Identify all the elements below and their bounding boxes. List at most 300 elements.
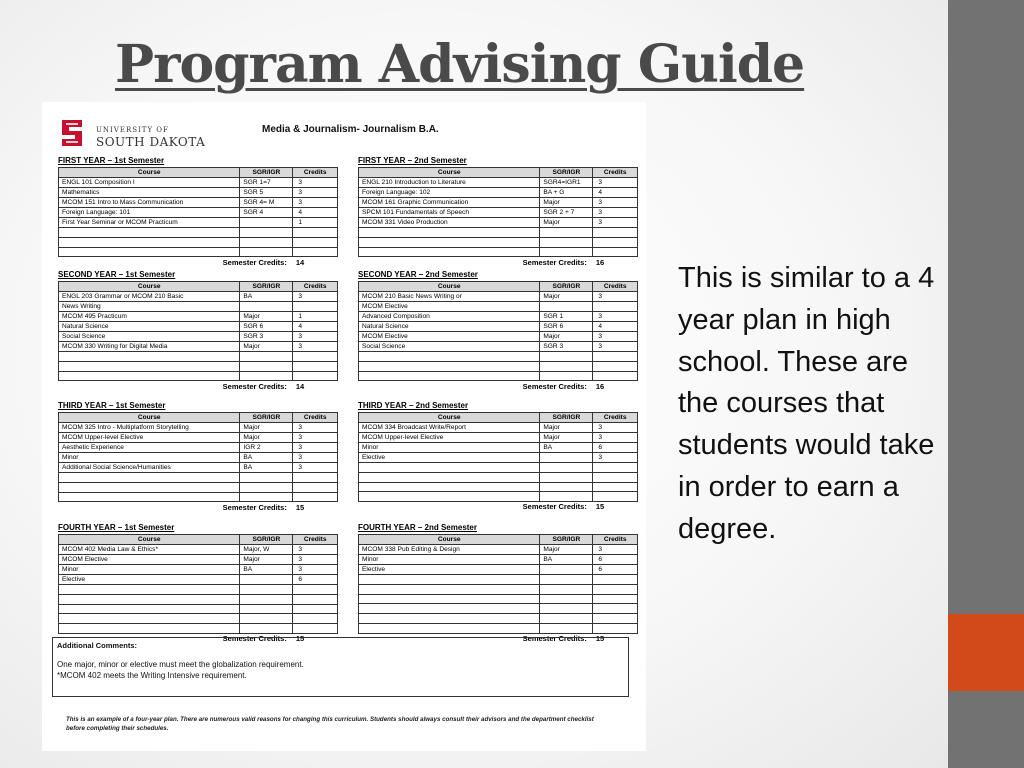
semester-credits-label: Semester Credits: xyxy=(522,257,587,267)
credits-cell xyxy=(593,371,638,381)
column-header: Credits xyxy=(293,282,338,292)
column-header: SGR/IGR xyxy=(240,282,293,292)
table-row xyxy=(59,292,338,302)
semester-block xyxy=(358,523,638,643)
semester-credits-label: Semester Credits: xyxy=(222,257,287,267)
table-header-row xyxy=(359,282,638,292)
table-row xyxy=(59,322,338,332)
credits-cell: 3 xyxy=(593,433,638,443)
requirement-cell: Major xyxy=(240,342,293,352)
table-row xyxy=(59,555,338,565)
credits-cell: 4 xyxy=(593,188,638,198)
requirement-cell: Major xyxy=(540,423,593,433)
course-cell xyxy=(359,482,540,492)
requirement-cell xyxy=(540,594,593,604)
column-header: Credits xyxy=(593,282,638,292)
table-row xyxy=(359,584,638,594)
course-cell: MCOM Elective xyxy=(59,555,240,565)
credits-cell xyxy=(293,624,338,634)
course-cell xyxy=(359,352,540,362)
credits-cell xyxy=(593,472,638,482)
credits-cell: 3 xyxy=(293,292,338,302)
course-cell xyxy=(359,575,540,585)
table-row xyxy=(359,463,638,473)
credits-cell xyxy=(593,584,638,594)
course-cell xyxy=(359,623,540,633)
course-cell: Elective xyxy=(359,453,540,463)
table-row xyxy=(59,371,338,381)
logo-text-line2: SOUTH DAKOTA xyxy=(96,135,206,149)
table-header-row xyxy=(59,168,338,178)
semester-table xyxy=(58,167,338,267)
course-cell xyxy=(59,361,240,371)
table-row xyxy=(359,218,638,228)
semester-credits-total: 15 xyxy=(595,633,605,643)
table-row xyxy=(359,178,638,188)
credits-cell xyxy=(293,228,338,238)
course-cell xyxy=(59,237,240,247)
requirement-cell xyxy=(540,575,593,585)
table-row xyxy=(359,302,638,312)
requirement-cell xyxy=(540,482,593,492)
course-cell: Elective xyxy=(59,575,240,585)
requirement-cell xyxy=(240,575,293,585)
requirement-cell: Major xyxy=(540,433,593,443)
semester-heading: THIRD YEAR – 1st Semester xyxy=(58,401,166,410)
table-header-row xyxy=(359,535,638,545)
course-cell: Minor xyxy=(59,453,240,463)
column-header: Credits xyxy=(593,413,638,423)
course-cell: MCOM Upper-level Elective xyxy=(359,433,540,443)
table-row xyxy=(59,565,338,575)
table-row xyxy=(359,188,638,198)
course-cell: MCOM Elective xyxy=(359,332,540,342)
column-header: Credits xyxy=(293,413,338,423)
requirement-cell xyxy=(540,565,593,575)
table-row xyxy=(359,555,638,565)
course-cell xyxy=(359,604,540,614)
semester-heading: THIRD YEAR – 2nd Semester xyxy=(358,401,469,410)
semester-table xyxy=(358,412,638,511)
course-cell: News Writing xyxy=(59,302,240,312)
credits-cell: 6 xyxy=(593,443,638,453)
table-row xyxy=(59,352,338,362)
requirement-cell xyxy=(540,623,593,633)
table-row xyxy=(59,178,338,188)
requirement-cell: SGR 4= M xyxy=(240,198,293,208)
course-cell: Minor xyxy=(359,443,540,453)
table-row xyxy=(59,332,338,342)
requirement-cell: Major xyxy=(540,218,593,228)
credits-cell: 3 xyxy=(293,332,338,342)
credits-cell: 3 xyxy=(593,312,638,322)
semester-credits-total: 14 xyxy=(295,381,305,391)
course-cell: Social Science xyxy=(59,332,240,342)
course-cell: Additional Social Science/Humanities xyxy=(59,463,240,473)
table-row xyxy=(59,624,338,634)
comment-line: One major, minor or elective must meet the globalization requirement. xyxy=(57,660,304,669)
credits-cell: 3 xyxy=(593,178,638,188)
table-row xyxy=(59,585,338,595)
column-header: Course xyxy=(359,535,540,545)
column-header: Course xyxy=(59,413,240,423)
requirement-cell xyxy=(240,594,293,604)
course-cell: Minor xyxy=(359,555,540,565)
requirement-cell: Major xyxy=(540,198,593,208)
credits-cell: 3 xyxy=(293,545,338,555)
course-cell xyxy=(359,463,540,473)
semester-total-row xyxy=(359,257,638,267)
column-header: Credits xyxy=(593,535,638,545)
credits-cell: 3 xyxy=(593,292,638,302)
column-header: Course xyxy=(359,282,540,292)
course-cell xyxy=(359,584,540,594)
table-row xyxy=(59,423,338,433)
semester-table xyxy=(58,412,338,512)
requirement-cell xyxy=(540,472,593,482)
course-cell: First Year Seminar or MCOM Practicum xyxy=(59,218,240,228)
course-cell xyxy=(359,594,540,604)
table-row xyxy=(59,453,338,463)
table-row xyxy=(359,292,638,302)
table-row xyxy=(359,604,638,614)
semester-block xyxy=(358,270,638,391)
credits-cell: 4 xyxy=(593,322,638,332)
course-cell xyxy=(59,594,240,604)
credits-cell: 3 xyxy=(593,342,638,352)
table-row xyxy=(359,342,638,352)
credits-cell xyxy=(293,302,338,312)
column-header: Credits xyxy=(293,535,338,545)
credits-cell: 3 xyxy=(293,178,338,188)
course-cell: MCOM Upper-level Elective xyxy=(59,433,240,443)
table-row xyxy=(59,575,338,585)
semester-total-row xyxy=(59,502,338,512)
plan-footnote: This is an example of a four-year plan. There are numerous valid reasons for changing this curriculum. Students should always consult their advisors and the department checklist before completing their schedules. xyxy=(66,716,594,732)
requirement-cell xyxy=(540,371,593,381)
requirement-cell: BA xyxy=(240,565,293,575)
column-header: SGR/IGR xyxy=(540,168,593,178)
credits-cell: 3 xyxy=(293,463,338,473)
credits-cell xyxy=(293,594,338,604)
semester-total-row xyxy=(59,257,338,267)
column-header: Course xyxy=(59,282,240,292)
course-cell: MCOM Elective xyxy=(359,302,540,312)
requirement-cell xyxy=(240,247,293,257)
semester-credits-label: Semester Credits: xyxy=(522,381,587,391)
course-cell xyxy=(59,585,240,595)
course-cell xyxy=(359,247,540,257)
credits-cell: 3 xyxy=(293,453,338,463)
credits-cell: 4 xyxy=(293,208,338,218)
course-cell: Elective xyxy=(359,565,540,575)
column-header: SGR/IGR xyxy=(240,168,293,178)
advising-guide-document xyxy=(42,102,646,751)
column-header: SGR/IGR xyxy=(240,535,293,545)
requirement-cell: BA xyxy=(240,453,293,463)
table-header-row xyxy=(59,413,338,423)
semester-heading: FIRST YEAR – 1st Semester xyxy=(58,156,165,165)
credits-cell: 3 xyxy=(293,433,338,443)
requirement-cell xyxy=(240,352,293,362)
requirement-cell: SGR 6 xyxy=(540,322,593,332)
table-row xyxy=(359,433,638,443)
course-cell: MCOM 161 Graphic Communication xyxy=(359,198,540,208)
table-row xyxy=(59,433,338,443)
credits-cell xyxy=(593,247,638,257)
course-cell: ENGL 203 Grammar or MCOM 210 Basic xyxy=(59,292,240,302)
credits-cell: 3 xyxy=(293,342,338,352)
semester-block xyxy=(358,156,638,267)
requirement-cell xyxy=(540,352,593,362)
credits-cell xyxy=(593,482,638,492)
semester-total-row xyxy=(359,381,638,391)
table-row xyxy=(59,482,338,492)
course-cell: ENGL 101 Composition I xyxy=(59,178,240,188)
requirement-cell xyxy=(240,361,293,371)
table-row xyxy=(59,463,338,473)
column-header: Course xyxy=(59,535,240,545)
requirement-cell xyxy=(240,614,293,624)
requirement-cell: BA xyxy=(240,463,293,473)
table-row xyxy=(359,332,638,342)
course-cell xyxy=(59,247,240,257)
requirement-cell xyxy=(240,371,293,381)
table-row xyxy=(59,361,338,371)
table-row xyxy=(59,218,338,228)
semester-heading: FOURTH YEAR – 1st Semester xyxy=(58,523,175,532)
course-cell xyxy=(359,492,540,502)
side-accent-block xyxy=(948,614,1024,691)
course-cell: MCOM 338 Pub Editing & Design xyxy=(359,545,540,555)
course-cell: Foreign Language: 101 xyxy=(59,208,240,218)
table-row xyxy=(59,302,338,312)
course-cell: MCOM 330 Writing for Digital Media xyxy=(59,342,240,352)
credits-cell: 3 xyxy=(593,218,638,228)
course-cell xyxy=(359,371,540,381)
course-cell xyxy=(59,614,240,624)
semester-table xyxy=(358,281,638,391)
semester-credits-total: 15 xyxy=(595,502,605,512)
requirement-cell xyxy=(540,584,593,594)
table-row xyxy=(59,198,338,208)
requirement-cell xyxy=(240,624,293,634)
requirement-cell: SGR 1 xyxy=(540,312,593,322)
credits-cell: 3 xyxy=(293,565,338,575)
table-row xyxy=(59,312,338,322)
requirement-cell xyxy=(240,228,293,238)
requirement-cell xyxy=(540,228,593,238)
semester-credits-total: 14 xyxy=(295,257,305,267)
course-cell: MCOM 495 Practicum xyxy=(59,312,240,322)
table-row xyxy=(359,371,638,381)
requirement-cell: SGR 3 xyxy=(540,342,593,352)
table-row xyxy=(359,545,638,555)
credits-cell xyxy=(593,361,638,371)
table-header-row xyxy=(359,413,638,423)
requirement-cell xyxy=(240,585,293,595)
requirement-cell: SGR 3 xyxy=(240,332,293,342)
table-row xyxy=(59,473,338,483)
semester-credits-total: 16 xyxy=(595,381,605,391)
table-row xyxy=(59,545,338,555)
credits-cell: 3 xyxy=(293,443,338,453)
table-row xyxy=(359,352,638,362)
requirement-cell: BA xyxy=(240,292,293,302)
table-row xyxy=(359,623,638,633)
course-cell xyxy=(59,482,240,492)
course-cell: MCOM 331 Video Production xyxy=(359,218,540,228)
semester-table xyxy=(58,534,338,643)
credits-cell xyxy=(593,575,638,585)
semester-block xyxy=(58,401,338,512)
credits-cell: 1 xyxy=(293,218,338,228)
course-cell xyxy=(59,492,240,502)
requirement-cell: Major xyxy=(540,292,593,302)
credits-cell: 3 xyxy=(593,198,638,208)
requirement-cell xyxy=(240,482,293,492)
semester-block xyxy=(58,523,338,643)
credits-cell xyxy=(293,371,338,381)
requirement-cell xyxy=(540,463,593,473)
semester-table xyxy=(358,534,638,643)
semester-total-row xyxy=(359,502,638,512)
table-row xyxy=(359,594,638,604)
semester-credits-label: Semester Credits: xyxy=(222,634,287,644)
table-row xyxy=(59,342,338,352)
course-cell: Aesthetic Experience xyxy=(59,443,240,453)
credits-cell xyxy=(293,361,338,371)
requirement-cell xyxy=(240,473,293,483)
table-row xyxy=(359,423,638,433)
column-header: Course xyxy=(59,168,240,178)
credits-cell: 3 xyxy=(293,198,338,208)
course-cell xyxy=(359,361,540,371)
course-cell xyxy=(59,352,240,362)
requirement-cell xyxy=(540,237,593,247)
requirement-cell: Major, W xyxy=(240,545,293,555)
requirement-cell xyxy=(540,492,593,502)
requirement-cell xyxy=(540,614,593,624)
column-header: SGR/IGR xyxy=(540,535,593,545)
credits-cell xyxy=(593,604,638,614)
course-cell: Mathematics xyxy=(59,188,240,198)
table-row xyxy=(359,614,638,624)
comments-label: Additional Comments: xyxy=(57,641,137,650)
slide-body-text: This is similar to a 4 year plan in high school. These are the courses that students would take in order to earn a degree. xyxy=(678,262,935,545)
requirement-cell: SGR 4 xyxy=(240,208,293,218)
semester-block xyxy=(58,156,338,267)
column-header: Course xyxy=(359,168,540,178)
table-row xyxy=(359,565,638,575)
semester-heading: SECOND YEAR – 2nd Semester xyxy=(358,270,478,279)
semester-credits-label: Semester Credits: xyxy=(222,502,287,512)
requirement-cell xyxy=(540,247,593,257)
course-cell: Minor xyxy=(59,565,240,575)
course-cell: MCOM 334 Broadcast Write/Report xyxy=(359,423,540,433)
credits-cell: 3 xyxy=(293,188,338,198)
table-row xyxy=(59,188,338,198)
course-cell: Foreign Language: 102 xyxy=(359,188,540,198)
course-cell: MCOM 402 Media Law & Ethics* xyxy=(59,545,240,555)
slide-title: Program Advising Guide xyxy=(115,34,805,95)
requirement-cell xyxy=(540,302,593,312)
credits-cell xyxy=(593,352,638,362)
course-cell: MCOM 325 Intro - Multiplatform Storytelling xyxy=(59,423,240,433)
requirement-cell: SGR 1=7 xyxy=(240,178,293,188)
table-row xyxy=(359,472,638,482)
column-header: SGR/IGR xyxy=(540,282,593,292)
table-row xyxy=(59,208,338,218)
semester-heading: FOURTH YEAR – 2nd Semester xyxy=(358,523,477,532)
semester-credits-total: 15 xyxy=(295,502,305,512)
course-cell xyxy=(359,237,540,247)
table-header-row xyxy=(59,535,338,545)
semester-credits-label: Semester Credits: xyxy=(522,502,587,512)
credits-cell xyxy=(593,228,638,238)
semester-block xyxy=(58,270,338,391)
table-row xyxy=(59,492,338,502)
credits-cell xyxy=(593,463,638,473)
course-cell: MCOM 210 Basic News Writing or xyxy=(359,292,540,302)
course-cell xyxy=(359,614,540,624)
comment-line: *MCOM 402 meets the Writing Intensive requirement. xyxy=(57,671,247,680)
course-cell xyxy=(59,371,240,381)
requirement-cell xyxy=(540,361,593,371)
table-row xyxy=(359,575,638,585)
credits-cell xyxy=(293,247,338,257)
requirement-cell xyxy=(540,604,593,614)
table-row xyxy=(359,198,638,208)
requirement-cell: SGR4=IGR1 xyxy=(540,178,593,188)
semester-block xyxy=(358,401,638,511)
credits-cell: 3 xyxy=(593,332,638,342)
table-row xyxy=(359,453,638,463)
credits-cell: 4 xyxy=(293,322,338,332)
table-row xyxy=(59,228,338,238)
credits-cell xyxy=(593,594,638,604)
credits-cell xyxy=(593,237,638,247)
table-row xyxy=(59,604,338,614)
requirement-cell: IGR 2 xyxy=(240,443,293,453)
column-header: Credits xyxy=(293,168,338,178)
credits-cell xyxy=(293,482,338,492)
table-row xyxy=(59,594,338,604)
usd-logo-icon xyxy=(56,116,90,150)
requirement-cell: BA xyxy=(540,443,593,453)
column-header: Credits xyxy=(593,168,638,178)
table-row xyxy=(59,614,338,624)
course-cell: ENGL 210 Introduction to Literature xyxy=(359,178,540,188)
credits-cell xyxy=(593,614,638,624)
requirement-cell: SGR 2 + 7 xyxy=(540,208,593,218)
semester-heading: SECOND YEAR – 1st Semester xyxy=(58,270,176,279)
table-row xyxy=(359,443,638,453)
credits-cell: 3 xyxy=(593,208,638,218)
requirement-cell: Major xyxy=(240,433,293,443)
semester-credits-total: 15 xyxy=(295,634,305,644)
credits-cell xyxy=(293,492,338,502)
requirement-cell: BA xyxy=(540,555,593,565)
credits-cell xyxy=(293,237,338,247)
course-cell: MCOM 151 Intro to Mass Communication xyxy=(59,198,240,208)
semester-total-row xyxy=(59,381,338,391)
credits-cell xyxy=(593,492,638,502)
table-row xyxy=(359,237,638,247)
requirement-cell xyxy=(240,218,293,228)
requirement-cell: Major xyxy=(240,312,293,322)
credits-cell xyxy=(293,614,338,624)
